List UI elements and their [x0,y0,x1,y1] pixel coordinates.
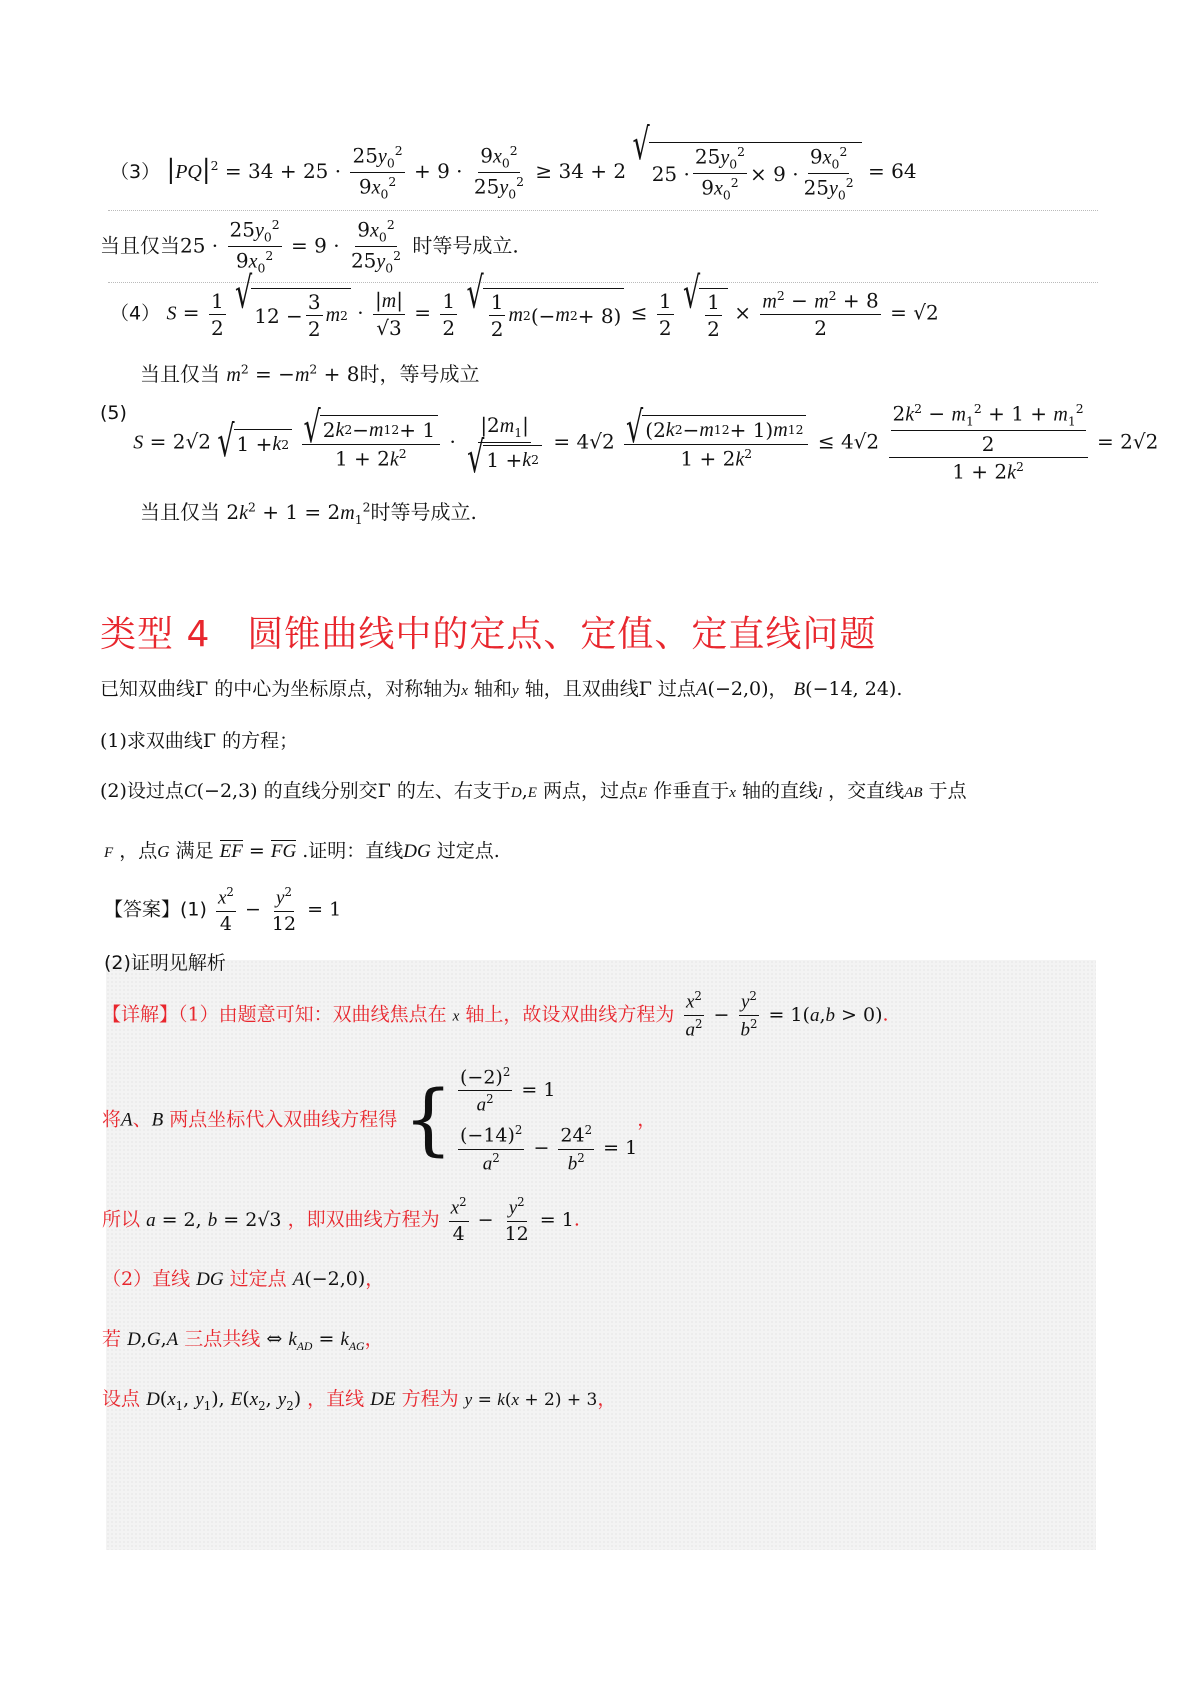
equation-3: （3） $|PQ|^2 = 34 + 25$ · $\frac{25y_0^2}{9x_0^2}$ + 9 · $\frac{9x_0^2}{25y_0^2}$ ≥ 34 + 2 √ 25 · $\frac{25y_0^2}{9x_0^2}$ × 9 · $\frac{9x_0^2}{25y_0^2}$ = 64 [110,120,917,203]
equation-5: (5) S = 2√2 √ 1 + k 2 √ 2 k 2 − m 1 2 + 1 $1 + 2k^2$ · $|2m_1|$ √ 1 + k 2 = 4√2 √ (2 k 2 − m 1 2 + 1) m 1 2 $1 + 2k^2$ ≤ 4√2 $\frac{\frac{2k^2 - m_1^2 + 1 + m_1^2}{2}}{1 + 2k^2}$ = 2√2 [100,401,1159,484]
section-title: 类型 4 圆锥曲线中的定点、定值、定直线问题 [100,614,877,655]
problem-line-4: F ，点G 满足 EF = FG .证明：直线DG 过定点. [104,840,500,862]
detail-set-points: 设点 $D(x_1$, $y_1$), $E(x_2$, $y_2$) ，直线 DE 方程为 y = k(x + 2) + 3， [102,1388,617,1413]
equation-5-condition: 当且仅当 $2k^2 + 1 = 2m_1^2$时等号成立. [140,499,477,527]
answer-1: 【答案】(1) $\frac{x^2}{4}$ − $\frac{y^2}{12}$ = 1 [104,885,342,936]
answer-box [106,960,1096,1550]
detail-part-2: （2）直线 DG 过定点 A(−2,0)， [102,1268,385,1290]
problem-part-1: (1)求双曲线Γ 的方程； [100,730,299,752]
problem-part-2: (2)设过点C(−2,3) 的直线分别交Γ 的左、右支于D,E 两点，过点E 作垂直于x 轴的直线l ，交直线AB 于点 [100,780,967,802]
detail-substitute: 将A、B 两点坐标代入双曲线方程得 { $\frac{(-2)^2}{a^2}$ = 1 $\frac{(-14)^2}{a^2}$ − $\frac{24^2}{b^2}$ = 1 ， [102,1065,657,1174]
equation-3-condition: 当且仅当25 · $\frac{25y_0^2}{9x_0^2}$ = 9 · $\frac{9x_0^2}{25y_0^2}$ 时等号成立. [100,217,519,276]
detail-1: 【详解】（1）由题意可知：双曲线焦点在 x 轴上，故设双曲线方程为 $\frac{x^2}{a^2}$ − $\frac{y^2}{b^2}$ = 1(a,b > 0). [102,989,889,1041]
detail-result: 所以 a = 2, b = 2√3 ，即双曲线方程为 $\frac{x^2}{4}$ − $\frac{y^2}{12}$ = 1. [102,1195,580,1246]
answer-2: (2)证明见解析 [104,952,226,974]
detail-collinear: 若 D,G,A 三点共线 ⇔ $k_{AD} = k_{AG}$， [102,1328,384,1353]
separator [108,282,1098,283]
equation-4: （4） S = $\frac{1}{2}$ √ 12 − $\frac{3}{2}$ m 2 · $\frac{|m|}{√3}$ = $\frac{1}{2}$ √ $\frac{1}{2}$ m 2 (− m 2 + 8) ≤ $\frac{1}{2}$ √ $\frac{1}{2}$ × $\frac{m^2 - m^2 + 8}{2}$ = √2 [110,269,939,341]
equation-4-condition: 当且仅当 $m^2 = -m^2 + 8$时，等号成立 [140,361,480,386]
separator [108,210,1098,211]
problem-line-1: 已知双曲线Γ 的中心为坐标原点，对称轴为x 轴和y 轴，且双曲线Γ 过点A(−2,0)， B(−14, 24). [100,678,903,700]
